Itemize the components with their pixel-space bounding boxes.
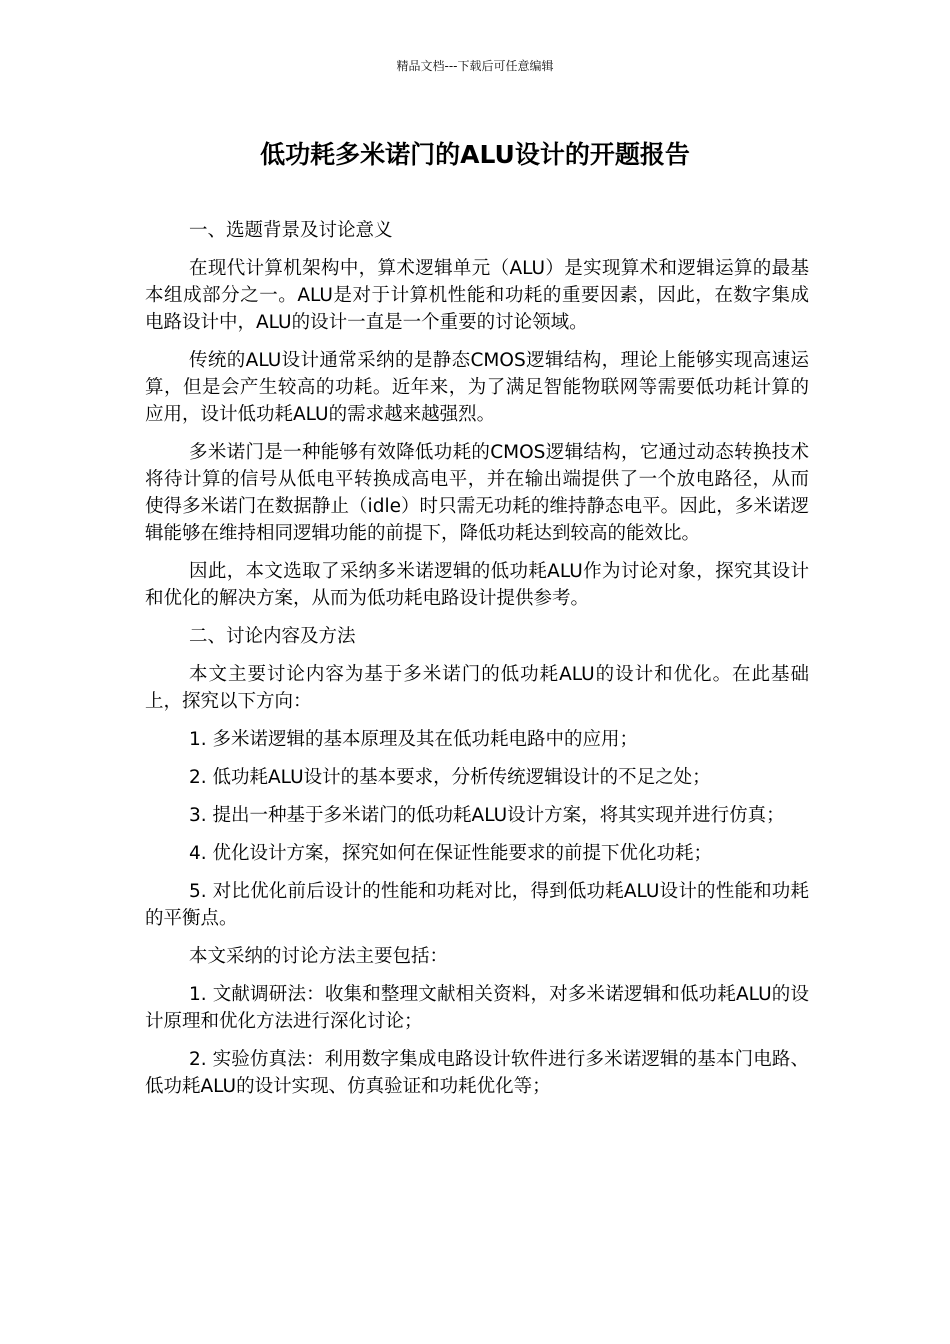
document-title: 低功耗多米诺门的ALU设计的开题报告 bbox=[260, 140, 690, 169]
paragraph: 传统的ALU设计通常采纳的是静态CMOS逻辑结构，理论上能够实现高速运算，但是会产生较高的功耗。近年来，为了满足智能物联网等需要低功耗计算的应用，设计低功耗ALU的需求越来越强烈。 bbox=[145, 350, 809, 425]
list-item: 3. 提出一种基于多米诺门的低功耗ALU设计方案，将其实现并进行仿真； bbox=[189, 805, 785, 826]
paragraph: 在现代计算机架构中，算术逻辑单元（ALU）是实现算术和逻辑运算的最基本组成部分之一。ALU是对于计算机性能和功耗的重要因素，因此，在数字集成电路设计中，ALU的设计一直是一个重要的讨论领域。 bbox=[145, 258, 809, 333]
list-item: 1. 文献调研法：收集和整理文献相关资料，对多米诺逻辑和低功耗ALU的设计原理和优化方法进行深化讨论； bbox=[145, 984, 809, 1032]
list-item: 5. 对比优化前后设计的性能和功耗对比，得到低功耗ALU设计的性能和功耗的平衡点。 bbox=[145, 881, 809, 929]
document-body bbox=[145, 217, 809, 1111]
list-item: 2. 实验仿真法：利用数字集成电路设计软件进行多米诺逻辑的基本门电路、低功耗ALU的设计实现、仿真验证和功耗优化等； bbox=[145, 1049, 809, 1097]
paragraph: 多米诺门是一种能够有效降低功耗的CMOS逻辑结构，它通过动态转换技术将待计算的信号从低电平转换成高电平，并在输出端提供了一个放电路径，从而使得多米诺门在数据静止（idle）时只需无功耗的维持静态电平。因此，多米诺逻辑能够在维持相同逻辑功能的前提下，降低功耗达到较高的能效比。 bbox=[145, 442, 809, 544]
list-item: 2. 低功耗ALU设计的基本要求，分析传统逻辑设计的不足之处； bbox=[189, 767, 711, 788]
header-note: 精品文档---下载后可任意编辑 bbox=[396, 59, 554, 73]
list-item: 4. 优化设计方案，探究如何在保证性能要求的前提下优化功耗； bbox=[189, 843, 713, 864]
paragraph: 本文主要讨论内容为基于多米诺门的低功耗ALU的设计和优化。在此基础上，探究以下方向： bbox=[145, 664, 809, 712]
paragraph: 本文采纳的讨论方法主要包括： bbox=[189, 946, 449, 967]
paragraph: 因此，本文选取了采纳多米诺逻辑的低功耗ALU作为讨论对象，探究其设计和优化的解决方案，从而为低功耗电路设计提供参考。 bbox=[145, 561, 809, 609]
list-item: 1. 多米诺逻辑的基本原理及其在低功耗电路中的应用； bbox=[189, 729, 639, 750]
section-heading-background: 一、选题背景及讨论意义 bbox=[189, 220, 393, 241]
section-heading-content-method: 二、讨论内容及方法 bbox=[189, 626, 356, 647]
